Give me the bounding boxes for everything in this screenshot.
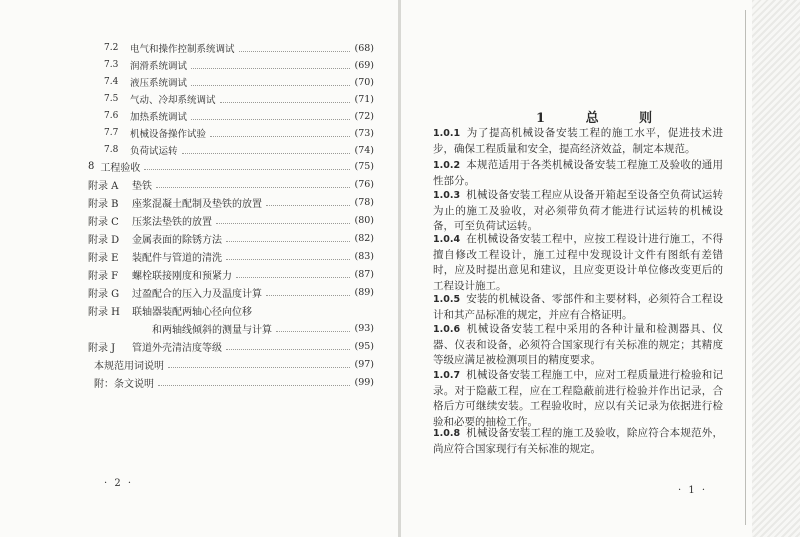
toc-item[interactable]	[104, 40, 374, 56]
toc-item-title: 负荷试运转	[130, 146, 178, 157]
toc-item-number: 附录 A	[88, 180, 119, 192]
clause-text: 安装的机械设备、零部件和主要材料，必须符合工程设计和其产品标准的规定，并应有合格证明。	[433, 293, 723, 321]
toc-item-title: 金属表面的除锈方法	[132, 234, 222, 246]
toc-leader	[191, 118, 350, 120]
toc-item-number: 7.4	[104, 77, 119, 87]
toc-item-number: 附录 H	[88, 306, 120, 318]
clause-number: 1.0.4	[433, 234, 461, 245]
toc-item-title: 管道外壳清洁度等级	[132, 342, 222, 354]
toc-item-number: 7.6	[104, 111, 119, 121]
toc-item-page: (99)	[354, 376, 374, 388]
clause-number: 1.0.6	[433, 324, 461, 335]
toc-item-number: 7.2	[104, 43, 119, 53]
toc-item-title: 液压系统调试	[130, 78, 188, 89]
toc-leader	[226, 258, 350, 260]
toc-item[interactable]	[88, 248, 374, 264]
clause-text: 机械设备安装工程的施工及验收，除应符合本规范外，尚应符合国家现行有关标准的规定。	[433, 427, 723, 455]
toc-item-page: (80)	[354, 214, 374, 226]
toc-leader	[158, 384, 350, 386]
clause-text: 为了提高机械设备安装工程的施工水平，促进技术进步，确保工程质量和安全，提高经济效益，制定本规范。	[433, 127, 723, 155]
toc-item[interactable]	[88, 302, 374, 318]
clause-text: 在机械设备安装工程中，应按工程设计进行施工，不得擅自修改工程设计，施工过程中发现设计文件有图纸有差错时，应及时提出意见和建议，且应变更设计单位修改变更后的工程设计施工。	[433, 233, 723, 292]
toc-leader	[236, 276, 350, 278]
toc-item-number: 附录 B	[88, 198, 119, 210]
toc-item-title: 压浆法垫铁的放置	[132, 216, 212, 228]
clause	[433, 188, 723, 235]
toc-item-title: 装配件与管道的清洗	[132, 252, 222, 264]
toc-leader	[239, 50, 351, 52]
toc-item[interactable]	[88, 374, 374, 390]
clause-number: 1.0.5	[433, 294, 461, 305]
toc-item-number: 7.8	[104, 145, 119, 155]
toc-item-page: (76)	[354, 178, 374, 190]
toc-item-title: 电气和操作控制系统调试	[130, 44, 235, 55]
toc-item-page: (93)	[354, 322, 374, 334]
toc-item-title: 座浆混凝土配制及垫铁的放置	[132, 198, 262, 210]
toc-item[interactable]	[88, 356, 374, 372]
clause-number: 1.0.7	[433, 370, 461, 381]
toc-item-page: (97)	[354, 358, 374, 370]
toc-leader	[226, 348, 350, 350]
toc-item-title: 过盈配合的压入力及温度计算	[132, 288, 262, 300]
toc-leader	[168, 366, 350, 368]
toc-item-page: (82)	[354, 232, 374, 244]
toc-item-page: (72)	[354, 110, 374, 122]
toc-item-title: 加热系统调试	[130, 112, 188, 123]
toc-item-page: (83)	[354, 250, 374, 262]
clause	[433, 426, 723, 457]
toc-item-title: 附：条文说明	[94, 378, 154, 390]
chapter-title: 1 总 则	[536, 111, 671, 126]
toc-item-page: (71)	[354, 93, 374, 105]
toc-item-number: 附录 D	[88, 234, 120, 246]
toc-item-number: 8	[88, 160, 95, 172]
toc-leader	[216, 222, 350, 224]
toc-leader	[266, 294, 350, 296]
toc-item-title: 和两轴线倾斜的测量与计算	[152, 324, 272, 336]
toc-item-number: 附录 C	[88, 216, 119, 228]
toc-item-title: 工程验收	[100, 162, 141, 174]
toc-item-title: 垫铁	[132, 180, 152, 192]
toc-item[interactable]	[88, 158, 374, 174]
toc-item-page: (95)	[354, 340, 374, 352]
toc-item[interactable]	[104, 108, 374, 124]
toc-leader	[191, 84, 350, 86]
toc-leader	[182, 152, 351, 154]
toc-item[interactable]	[104, 125, 374, 141]
toc-item-number: 7.5	[104, 94, 119, 104]
toc-item-continuation[interactable]	[146, 320, 374, 336]
toc-item[interactable]	[104, 91, 374, 107]
toc-item-page: (68)	[354, 42, 374, 54]
toc-item-page: (73)	[354, 127, 374, 139]
toc-item[interactable]	[104, 142, 374, 158]
clause	[433, 158, 723, 189]
clause	[433, 368, 723, 430]
toc-item-page: (69)	[354, 59, 374, 71]
toc-item-title: 润滑系统调试	[130, 61, 188, 72]
clause-text: 机械设备安装工程应从设备开箱起至设备空负荷试运转为止的施工及验收，对必须带负荷才能进行试运转的机械设备，可至负荷试运转。	[433, 189, 723, 232]
toc-item-page: (78)	[354, 196, 374, 208]
clause	[433, 322, 723, 369]
toc-item[interactable]	[88, 338, 374, 354]
clause	[433, 126, 723, 157]
toc-item[interactable]	[88, 266, 374, 282]
toc-item-title: 气动、冷却系统调试	[130, 95, 216, 106]
toc-leader	[191, 67, 350, 69]
clause-number: 1.0.8	[433, 428, 461, 439]
toc-item-number: 附录 E	[88, 252, 119, 264]
clause	[433, 232, 723, 294]
toc-leader	[144, 168, 350, 170]
toc-leader	[226, 240, 350, 242]
clause	[433, 292, 723, 323]
toc-item-title: 联轴器装配两轴心径向位移	[132, 306, 252, 318]
toc-item[interactable]	[88, 284, 374, 300]
toc-item-number: 附录 J	[88, 342, 116, 354]
clause-text: 机械设备安装工程施工中，应对工程质量进行检验和记录。对于隐蔽工程，应在工程隐蔽前进行检验并作出记录，合格后方可继续安装。工程验收时，应以有关记录为依据进行检验和必要的抽检工作。	[433, 369, 723, 428]
toc-item-page: (89)	[354, 286, 374, 298]
toc-leader	[220, 101, 351, 103]
toc-item[interactable]	[88, 176, 374, 192]
toc-item[interactable]	[88, 230, 374, 246]
toc-item-title: 本规范用词说明	[94, 360, 164, 372]
toc-item-number: 7.7	[104, 128, 119, 138]
toc-item[interactable]	[104, 57, 374, 73]
toc-item-title: 螺栓联接刚度和预紧力	[132, 270, 232, 282]
left-page-number: · 2 ·	[104, 478, 134, 489]
toc-item-title: 机械设备操作试验	[130, 129, 207, 140]
toc-item[interactable]	[104, 74, 374, 90]
scan-edge	[752, 0, 800, 537]
toc-item-page: (75)	[354, 160, 374, 172]
page-border-line	[745, 10, 746, 525]
clause-text: 本规范适用于各类机械设备安装工程施工及验收的通用性部分。	[433, 159, 723, 187]
toc-item-page: (74)	[354, 144, 374, 156]
clause-text: 机械设备安装工程中采用的各种计量和检测器具、仪器、仪表和设备，必须符合国家现行有关标准的规定；其精度等级应满足被检测项目的精度要求。	[433, 323, 723, 366]
toc-leader	[266, 204, 350, 206]
toc-item-page: (70)	[354, 76, 374, 88]
toc-item-number: 7.3	[104, 60, 119, 70]
clause-number: 1.0.2	[433, 160, 461, 171]
toc-item-number: 附录 G	[88, 288, 120, 300]
toc-leader	[210, 135, 350, 137]
toc-item[interactable]	[88, 212, 374, 228]
toc-item-number: 附录 F	[88, 270, 119, 282]
clause-number: 1.0.3	[433, 190, 461, 201]
right-page-number: · 1 ·	[678, 485, 708, 496]
clause-number: 1.0.1	[433, 128, 461, 139]
toc-leader	[156, 186, 350, 188]
toc-item[interactable]	[88, 194, 374, 210]
toc-item-page: (87)	[354, 268, 374, 280]
toc-leader	[276, 330, 350, 332]
